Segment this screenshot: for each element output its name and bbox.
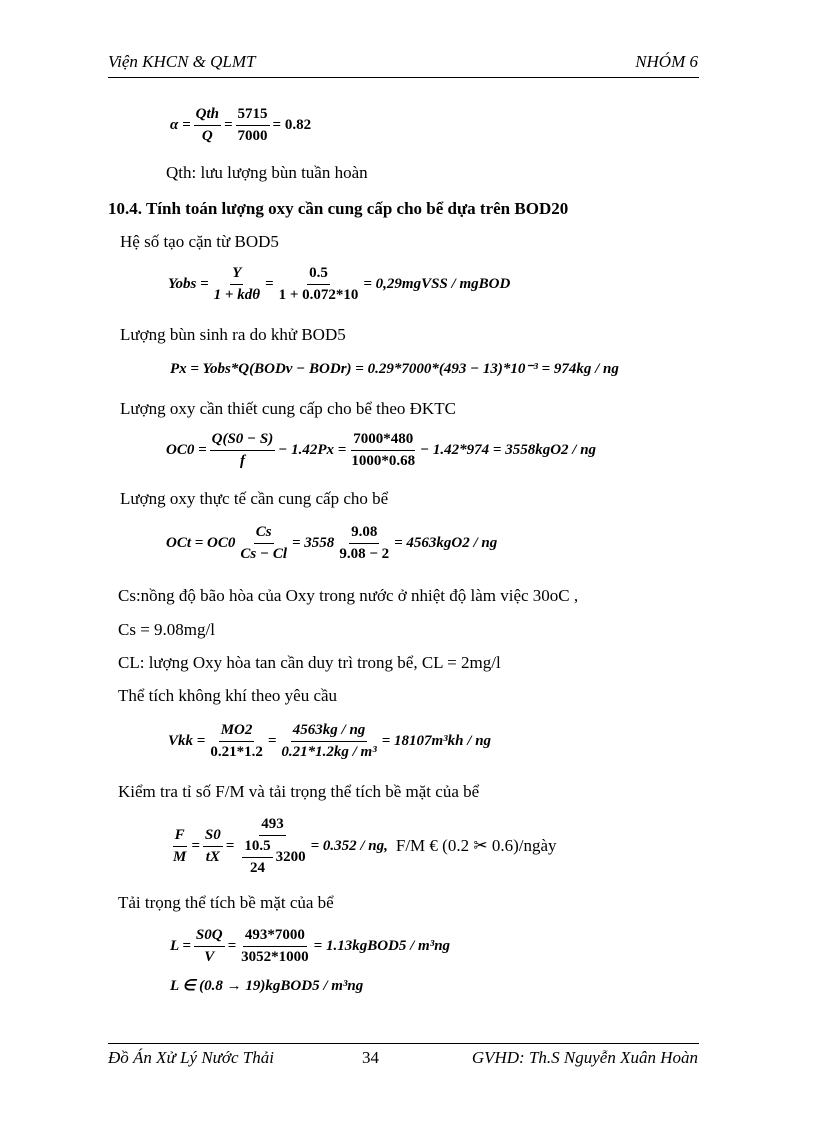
fm-subfrac-num: 10.5	[242, 837, 272, 858]
load-numerator-value: 493*7000	[243, 926, 307, 947]
yobs-numerator-value: 0.5	[307, 264, 330, 285]
footer-left: Đồ Án Xử Lý Nước Thải	[108, 1048, 274, 1067]
fm-denominator: M	[173, 848, 187, 865]
formula-load: L = $\frac{S0Q}{V}$ = $\frac{493*7000}{3052*1000}$ = 1.13kgBOD5 / m³ng	[170, 927, 451, 965]
cs-value: Cs = 9.08mg/l	[118, 620, 215, 639]
header-left: Viện KHCN & QLMT	[108, 52, 256, 71]
oc0-result: − 1.42*974 = 3558kgO2 / ng	[420, 441, 597, 458]
load-lhs: L =	[170, 937, 191, 954]
header-right: NHÓM 6	[635, 52, 698, 71]
fm-numerator-2: S0	[203, 826, 223, 847]
oct-numerator: Cs	[254, 523, 274, 544]
yield-label: Hệ số tạo cặn từ BOD5	[120, 232, 279, 251]
oct-denominator-value: 9.08 − 2	[339, 545, 390, 562]
yobs-denominator: 1 + kdθ	[213, 286, 260, 303]
cl-definition: CL: lượng Oxy hòa tan cần duy trì trong bể, CL = 2mg/l	[118, 653, 501, 672]
alpha-result: = 0.82	[272, 116, 312, 133]
oc0-denominator: f	[239, 452, 245, 469]
vkk-result: = 18107m³kh / ng	[381, 732, 492, 749]
oxy-std-label: Lượng oxy cần thiết cung cấp cho bể theo ĐKTC	[120, 399, 456, 418]
formula-yobs: Yobs = Y 1 + kdθ = $\frac{0.5}{1 + 0.072*10}$ = 0,29mgVSS / mgBOD	[168, 265, 511, 303]
fm-mlss: 3200	[275, 848, 306, 865]
alpha-symbol: α	[170, 116, 179, 133]
fm-result: = 0.352 / ng,	[310, 837, 388, 854]
load-result: = 1.13kgBOD5 / m³ng	[313, 937, 451, 954]
fm-subfrac-den: 24	[249, 859, 265, 876]
oc0-denominator-value: 1000*0.68	[351, 452, 416, 469]
oct-result: = 4563kgO2 / ng	[394, 534, 498, 551]
alpha-numerator: Qth	[194, 105, 221, 126]
load-numerator: S0Q	[194, 926, 225, 947]
formula-vkk: Vkk = $\frac{MO2}{0.21*1.2}$ = $\frac{4563kg / ng}{\text{0.21*1.2kg / m³}}$ = 18107m³kh / ng	[168, 722, 492, 760]
alpha-denominator-value: 7000	[237, 127, 268, 144]
alpha-numerator-value: 5715	[236, 105, 270, 126]
footer-right: GVHD: Th.S Nguyễn Xuân Hoàn	[471, 1048, 698, 1067]
air-label: Thể tích không khí theo yêu cầu	[118, 686, 338, 705]
yobs-denominator-value: 1 + 0.072*10	[278, 286, 359, 303]
formula-load-range: L ∈ (0.8 → 19)kgBOD5 / m³ng	[170, 978, 364, 994]
footer-rule	[108, 1043, 699, 1044]
vkk-denominator: 0.21*1.2	[210, 743, 263, 760]
oc0-numerator-value: 7000*480	[351, 430, 415, 451]
qth-note: Qth: lưu lượng bùn tuần hoàn	[166, 163, 368, 182]
sludge-label: Lượng bùn sinh ra do khử BOD5	[120, 325, 346, 344]
fm-numerator-value: 493	[259, 815, 286, 836]
alpha-denominator: Q	[201, 127, 213, 144]
oct-middle: = 3558	[292, 534, 335, 551]
load-label: Tải trọng thể tích bề mặt của bể	[118, 893, 334, 912]
header-rule	[108, 77, 699, 78]
oct-lhs: OCt = OC0	[166, 534, 236, 551]
fm-numerator: F	[173, 826, 187, 847]
oxy-real-label: Lượng oxy thực tế cần cung cấp cho bể	[120, 489, 389, 508]
vkk-denominator-value: 0.21*1.2kg / m³	[281, 743, 377, 760]
fm-range: F/M € (0.2 ✂ 0.6)/ngày	[395, 836, 557, 856]
oc0-lhs: OC0 =	[166, 441, 207, 458]
section-heading: 10.4. Tính toán lượng oxy cần cung cấp cho bể dựa trên BOD20	[108, 199, 569, 218]
vkk-numerator-value: 4563kg / ng	[291, 721, 368, 742]
formula-oc0	[166, 430, 596, 471]
vkk-lhs: Vkk =	[168, 732, 206, 749]
oc0-middle: − 1.42Px =	[278, 441, 347, 458]
check-label: Kiểm tra tỉ số F/M và tải trọng thể tích bề mặt của bể	[118, 782, 480, 801]
yobs-lhs: Yobs	[168, 275, 197, 292]
oct-numerator-value: 9.08	[349, 523, 379, 544]
formula-oct	[166, 523, 497, 564]
load-denominator: V	[204, 948, 215, 965]
fm-denominator-2: tX	[205, 848, 220, 865]
vkk-numerator: MO2	[219, 721, 255, 742]
formula-fm: $\frac{F}{M}$ = $\frac{S0}{tX}$ = 493 $\frac{10.5}{24}$ 3200 = 0.352 / ng, F/M € (0.2 ✂ 0.6)/ngày	[173, 816, 557, 876]
oct-denominator: Cs − Cl	[240, 545, 287, 562]
cs-definition: Cs:nồng độ bão hòa của Oxy trong nước ở nhiệt độ làm việc 30oC ,	[118, 586, 579, 605]
formula-px: Px = Yobs*Q(BODv − BODr) = 0.29*7000*(493 − 13)*10⁻³ = 974kg / ng	[170, 361, 619, 377]
load-denominator-value: 3052*1000	[241, 948, 309, 965]
oc0-numerator: Q(S0 − S)	[210, 430, 276, 451]
formula-alpha: α = Qth Q = $\frac{5715}{7000}$ = 0.82	[170, 106, 312, 144]
yobs-result: = 0,29mgVSS / mgBOD	[363, 275, 511, 292]
yobs-numerator: Y	[230, 264, 243, 285]
page-number: 34	[362, 1048, 379, 1067]
